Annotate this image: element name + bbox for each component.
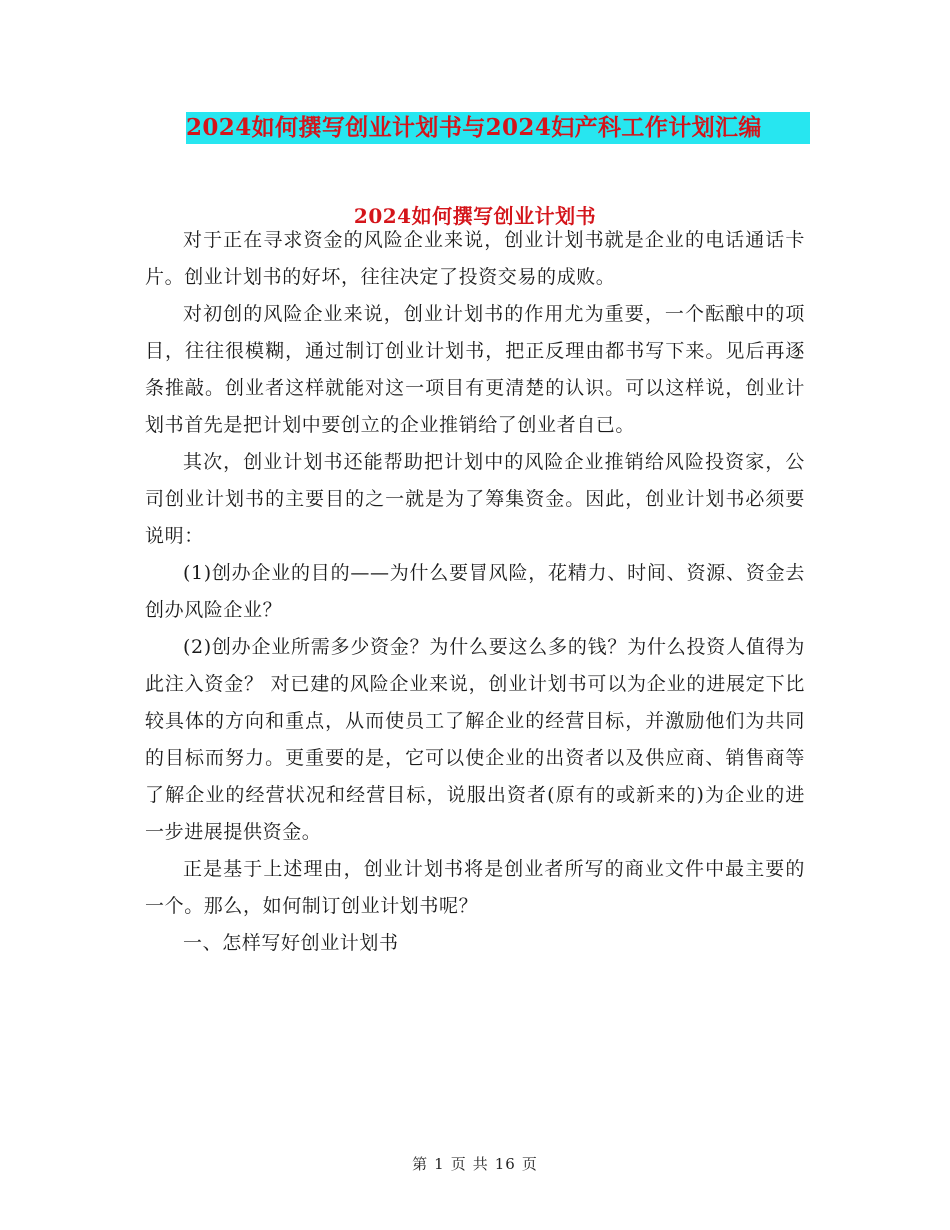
document-title: 2024如何撰写创业计划书与2024妇产科工作计划汇编: [186, 112, 810, 144]
paragraph: 对于正在寻求资金的风险企业来说，创业计划书就是企业的电话通话卡片。创业计划书的好坏，往往决定了投资交易的成败。: [145, 229, 805, 288]
paragraph: 对初创的风险企业来说，创业计划书的作用尤为重要，一个酝酿中的项目，往往很模糊，通过制订创业计划书，把正反理由都书写下来。见后再逐条推敲。创业者这样就能对这一项目有更清楚的认识。可以这样说，创业计划书首先是把计划中要创立的企业推销给了创业者自已。: [145, 303, 805, 436]
page-footer: [0, 1153, 950, 1175]
paragraph: 其次，创业计划书还能帮助把计划中的风险企业推销给风险投资家，公司创业计划书的主要目的之一就是为了筹集资金。因此，创业计划书必须要说明：: [145, 451, 805, 547]
document-body: [145, 222, 805, 962]
footer-page-label: 第: [412, 1155, 429, 1173]
footer-total-unit: 页: [521, 1155, 538, 1173]
paragraph: (1)创办企业的目的——为什么要冒风险，花精力、时间、资源、资金去创办风险企业？: [145, 562, 805, 621]
section-title: 2024如何撰写创业计划书: [353, 204, 597, 228]
paragraph: 一、怎样写好创业计划书: [183, 932, 399, 954]
paragraph: 正是基于上述理由，创业计划书将是创业者所写的商业文件中最主要的一个。那么，如何制订创业计划书呢？: [145, 858, 805, 917]
paragraph: (2)创办企业所需多少资金？为什么要这么多的钱？为什么投资人值得为此注入资金？ 对已建的风险企业来说，创业计划书可以为企业的进展定下比较具体的方向和重点，从而使员工了解企业的经营目标，并激励他们为共同的目标而努力。更重要的是，它可以使企业的出资者以及供应商、销售商等了解企业的经营状况和经营目标，说服出资者(原有的或新来的)为企业的进一步进展提供资金。: [145, 636, 805, 843]
footer-total-label: 共: [472, 1155, 489, 1173]
footer-page-unit: 页: [450, 1155, 467, 1173]
footer-total-pages: 16: [494, 1155, 516, 1173]
footer-page-number: 1: [434, 1155, 445, 1173]
